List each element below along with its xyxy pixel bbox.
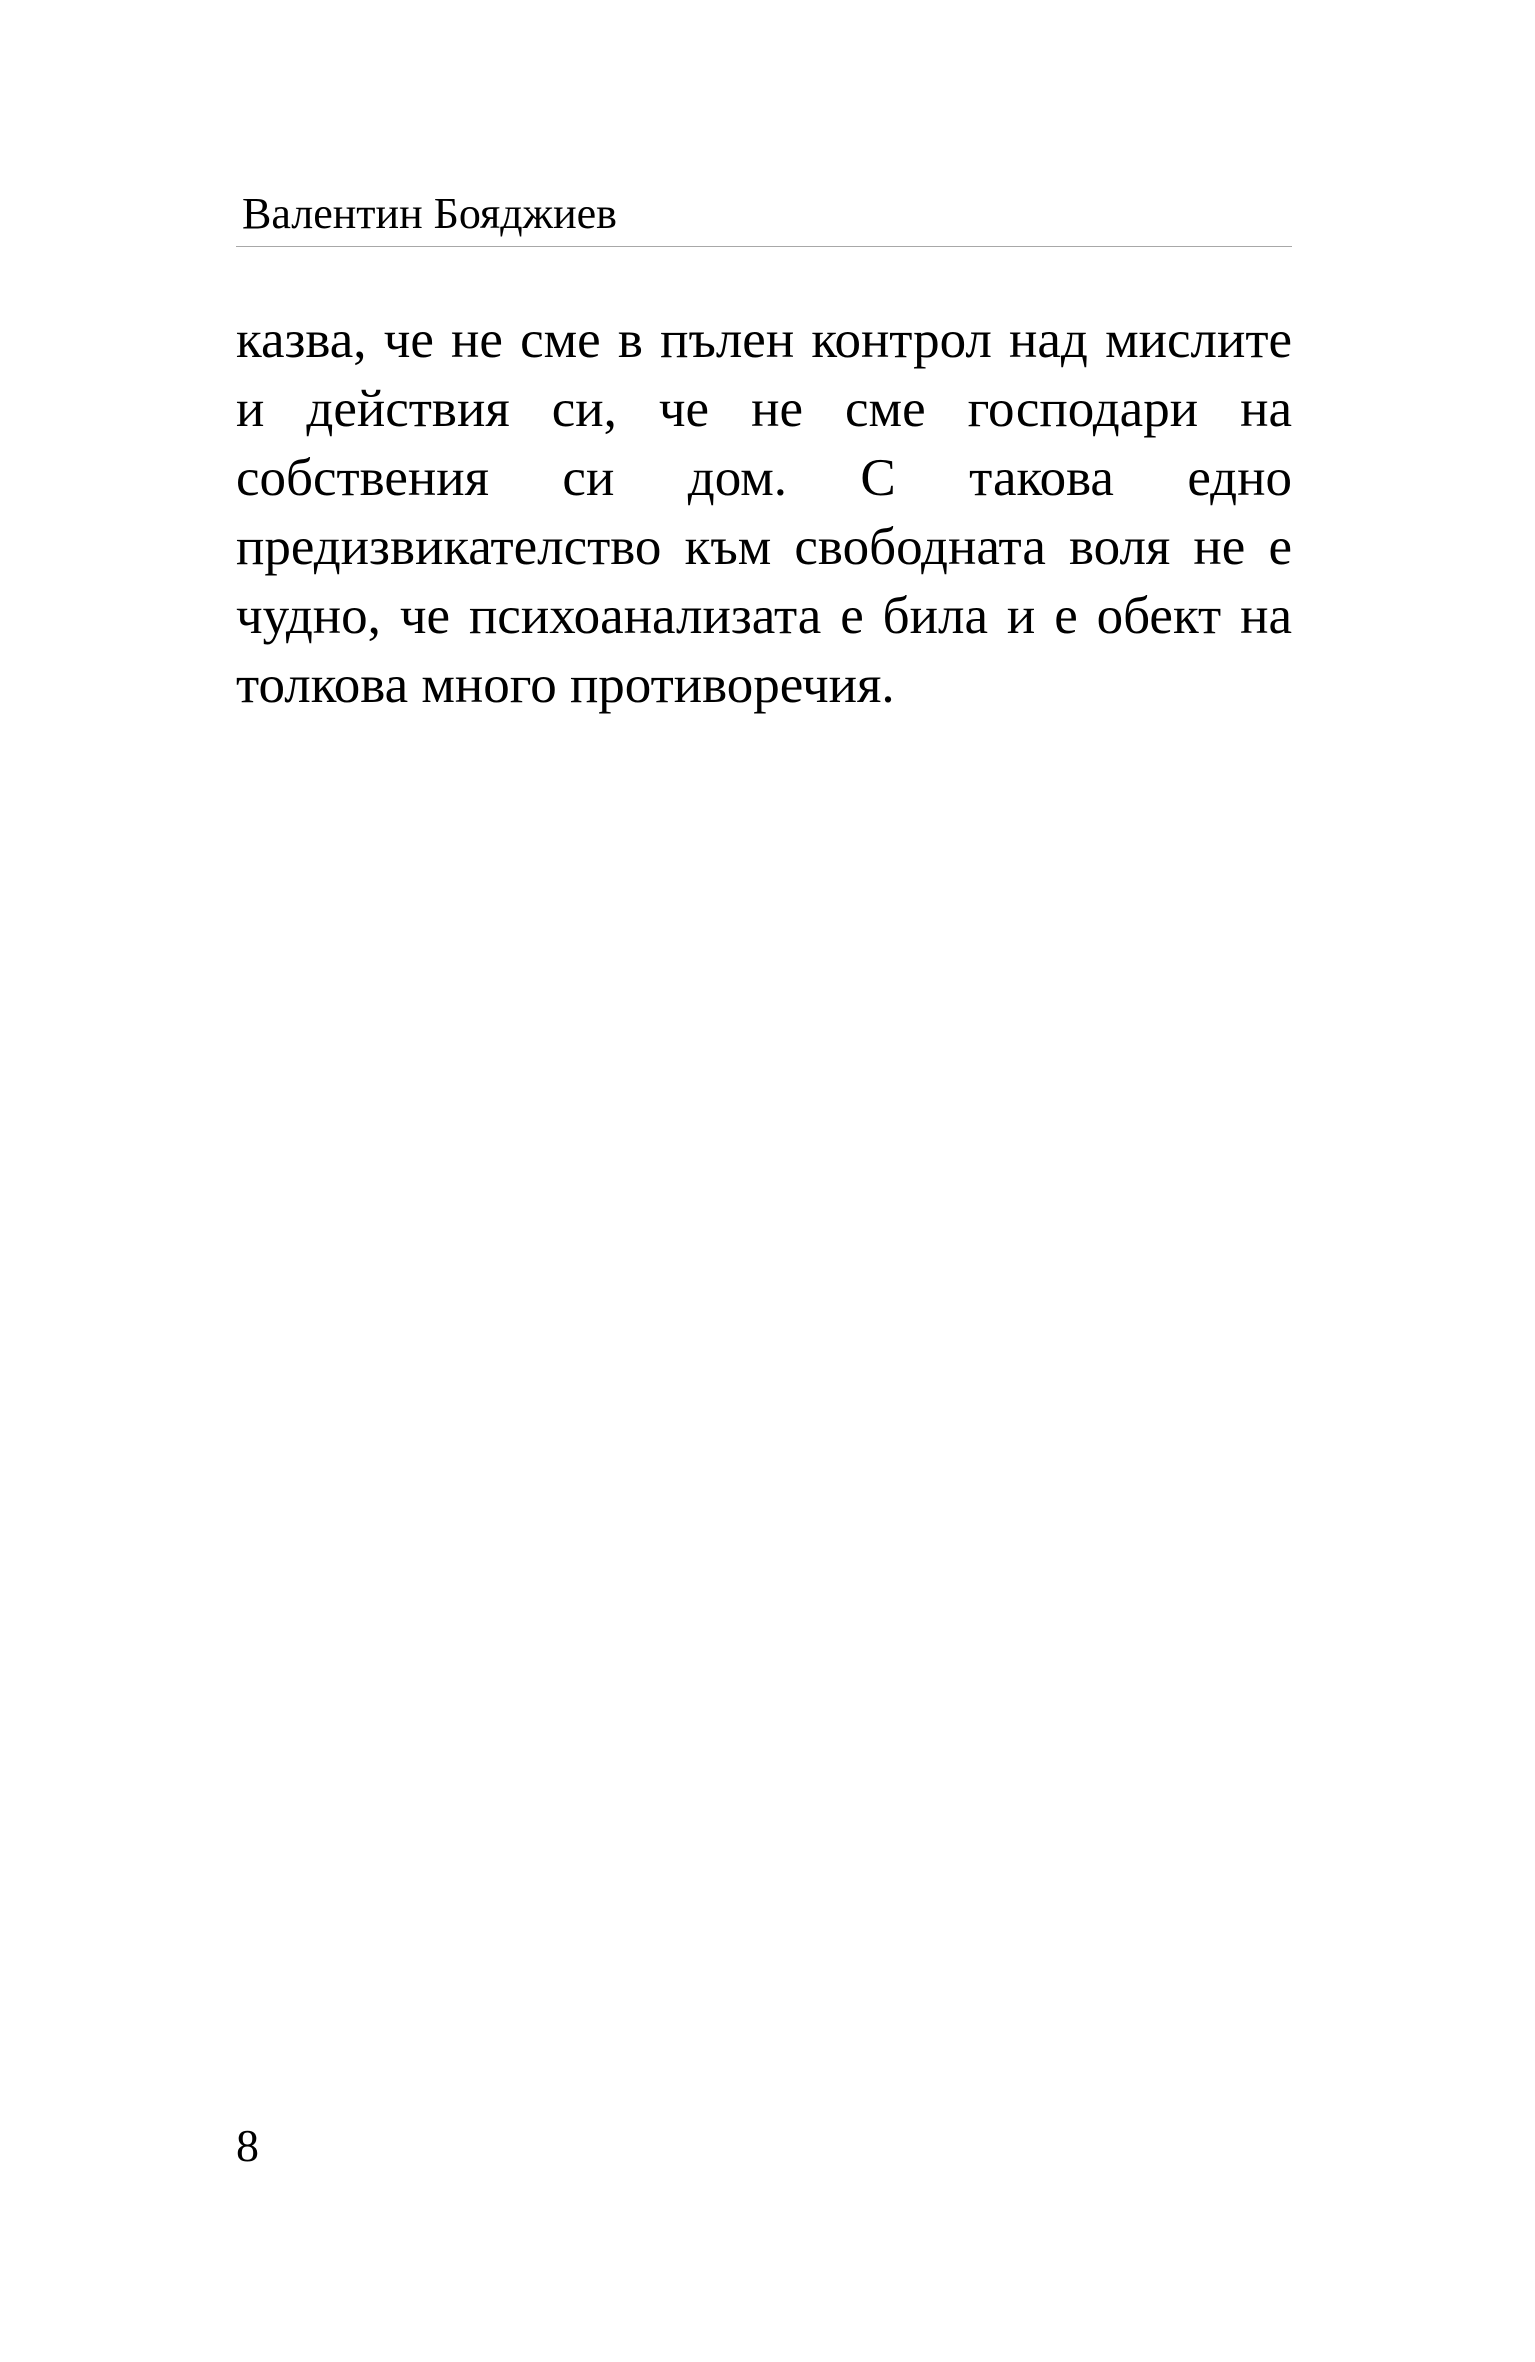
running-header xyxy=(236,186,1292,247)
page-number: 8 xyxy=(236,2120,259,2171)
header-author: Валентин Бояджиев xyxy=(242,189,617,238)
body-paragraph: казва, че не сме в пълен контрол над мислите и действия си, че не сме господари на собствения си дом. С такова едно предизвикателство към свободната воля не е чудно, че психоанализата е била и е обект на толкова много противоречия. xyxy=(236,311,1292,714)
